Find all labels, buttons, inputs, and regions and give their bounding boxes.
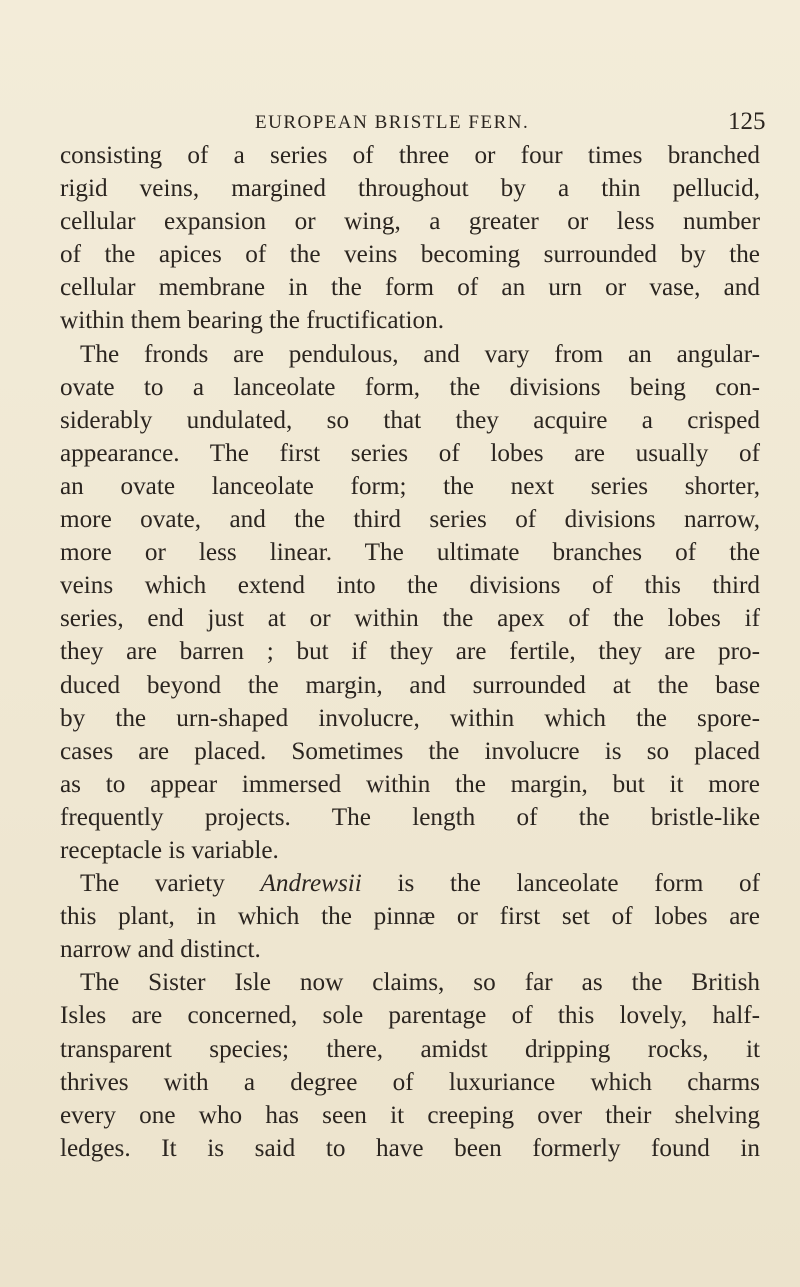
page-number: 125 xyxy=(728,108,766,135)
text-line: thrives with a degree of luxuriance which charms xyxy=(60,1068,760,1096)
text-line: every one who has seen it creeping over their shelving xyxy=(60,1101,760,1129)
text-line: an ovate lanceolate form; the next series shorter, xyxy=(60,472,760,500)
body-text xyxy=(60,139,760,1165)
text-line: cellular membrane in the form of an urn or vase, and xyxy=(60,274,760,302)
text-line: they are barren ; but if they are fertile, they are pro- xyxy=(60,638,760,666)
text-line: as to appear immersed within the margin, but it more xyxy=(60,770,760,798)
text-line: frequently projects. The length of the bristle-like xyxy=(60,803,760,831)
text-line: transparent species; there, amidst dripping rocks, it xyxy=(60,1035,760,1063)
variety-line xyxy=(60,867,760,900)
running-head xyxy=(0,108,800,138)
variety-prefix: The variety xyxy=(80,870,261,898)
text-line: appearance. The first series of lobes are usually of xyxy=(60,439,760,467)
text-line: narrow and distinct. xyxy=(60,936,261,964)
text-line: ovate to a lanceolate form, the divisions being con- xyxy=(60,373,760,401)
text-line: duced beyond the margin, and surrounded at the base xyxy=(60,671,760,699)
text-line: series, end just at or within the apex of the lobes if xyxy=(60,605,760,633)
text-line: receptacle is variable. xyxy=(60,836,279,864)
text-line: cases are placed. Sometimes the involucre is so placed xyxy=(60,737,760,765)
text-line: rigid veins, margined throughout by a thin pellucid, xyxy=(60,175,760,203)
text-line: ledges. It is said to have been formerly found in xyxy=(60,1134,760,1162)
text-line: siderably undulated, so that they acquire a crisped xyxy=(60,406,760,434)
text-line: consisting of a series of three or four times branched xyxy=(60,142,760,169)
paragraph-start-line: The fronds are pendulous, and vary from an angular- xyxy=(80,340,760,368)
paragraph-start-line: The Sister Isle now claims, so far as the British xyxy=(80,969,760,997)
text-line: Isles are concerned, sole parentage of this lovely, half- xyxy=(60,1002,760,1030)
variety-suffix: is the lanceolate form of xyxy=(361,870,760,898)
text-line: of the apices of the veins becoming surrounded by the xyxy=(60,241,760,269)
text-line: this plant, in which the pinnæ or first set of lobes are xyxy=(60,903,760,931)
text-line: more or less linear. The ultimate branches of the xyxy=(60,539,760,567)
text-line: by the urn-shaped involucre, within which the spore- xyxy=(60,704,760,732)
running-head-title: EUROPEAN BRISTLE FERN. xyxy=(255,112,530,133)
text-line: veins which extend into the divisions of this third xyxy=(60,572,760,600)
text-line: more ovate, and the third series of divisions narrow, xyxy=(60,506,760,534)
text-line: within them bearing the fructification. xyxy=(60,307,444,335)
variety-name: Andrewsii xyxy=(260,870,362,898)
text-line: cellular expansion or wing, a greater or less number xyxy=(60,208,760,236)
